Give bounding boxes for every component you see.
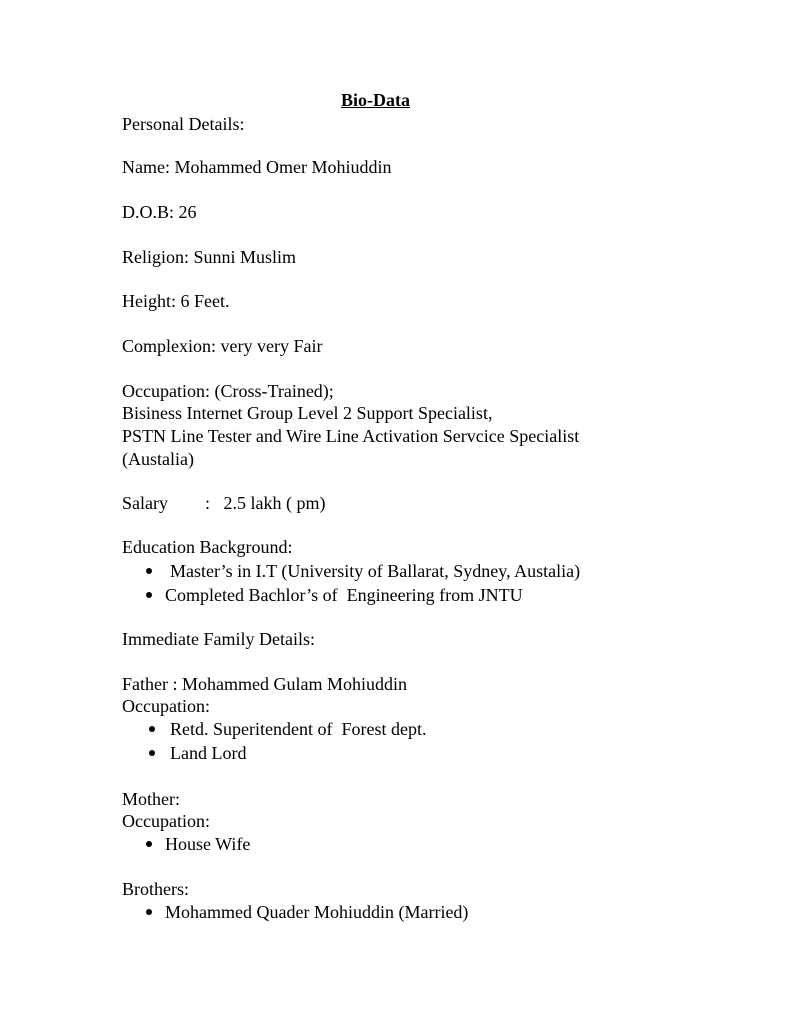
salary-value: : 2.5 lakh ( pm) [205, 493, 326, 513]
father-occupation-label: Occupation: [122, 696, 210, 716]
father-occupation-item: Retd. Superitendent of Forest dept. [170, 719, 427, 739]
salary-label: Salary [122, 493, 168, 513]
father-occupation-item: Land Lord [170, 743, 247, 763]
occupation-line: PSTN Line Tester and Wire Line Activation Servcice Specialist [122, 426, 580, 446]
bullet-icon [149, 726, 155, 732]
height-line: Height: 6 Feet. [122, 291, 230, 311]
father-line: Father : Mohammed Gulam Mohiuddin [122, 674, 407, 694]
bullet-icon [146, 841, 152, 847]
education-item: Master’s in I.T (University of Ballarat, Sydney, Austalia) [170, 561, 581, 581]
bullet-icon [146, 592, 152, 598]
bullet-icon [146, 909, 152, 915]
education-item: Completed Bachlor’s of Engineering from JNTU [165, 585, 523, 605]
mother-line: Mother: [122, 789, 180, 809]
bullet-icon [149, 750, 155, 756]
brothers-item: Mohammed Quader Mohiuddin (Married) [165, 902, 469, 922]
document-title: Bio-Data [341, 90, 410, 110]
family-heading: Immediate Family Details: [122, 629, 315, 649]
religion-line: Religion: Sunni Muslim [122, 247, 297, 267]
occupation-line: (Austalia) [122, 449, 194, 469]
occupation-line: Bisiness Internet Group Level 2 Support Specialist, [122, 403, 493, 423]
personal-details-heading: Personal Details: [122, 114, 245, 134]
name-line: Name: Mohammed Omer Mohiuddin [122, 157, 392, 177]
occupation-line: Occupation: (Cross-Trained); [122, 381, 334, 401]
bullet-icon [146, 568, 152, 574]
mother-occupation-label: Occupation: [122, 811, 210, 831]
complexion-line: Complexion: very very Fair [122, 336, 323, 356]
dob-line: D.O.B: 26 [122, 202, 197, 222]
education-heading: Education Background: [122, 537, 293, 557]
brothers-heading: Brothers: [122, 879, 189, 899]
mother-occupation-item: House Wife [165, 834, 251, 854]
